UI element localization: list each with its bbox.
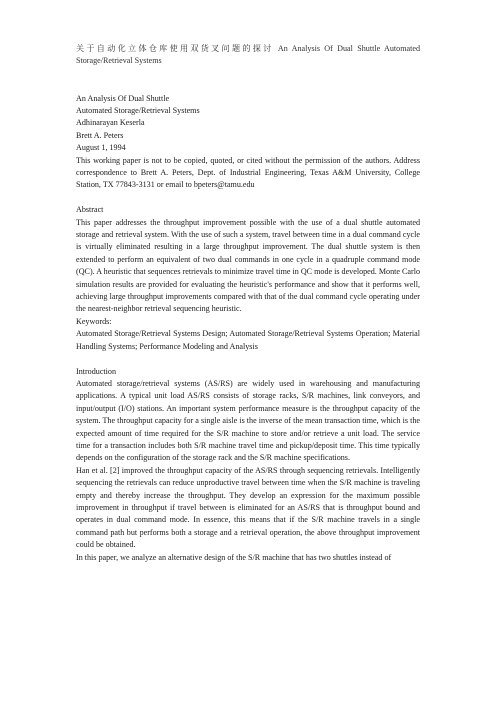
keywords-heading: Keywords: [76, 316, 112, 326]
document-page [76, 43, 420, 564]
paper-title-line-1: An Analysis Of Dual Shuttle [76, 93, 170, 103]
document-title: 关于自动化立体仓库使用双货叉问题的探讨 An Analysis Of Dual Shuttle Automated Storage/Retrieval Systems [76, 44, 420, 66]
abstract-heading: Abstract [76, 205, 104, 215]
introduction-paragraph-3: In this paper, we analyze an alternative design of the S/R machine that has two shuttles instead of [76, 552, 392, 562]
author-1: Adhinarayan Keserla [76, 118, 145, 128]
permission-notice: This working paper is not to be copied, quoted, or cited without the permission of the authors. Address correspondence to Brett A. Peters, Dept. of Industrial Engineering, Texas A&M University, College Station, TX 77843-3131 or email to bpeters@tamu.edu [76, 155, 420, 190]
abstract-text: This paper addresses the throughput improvement possible with the use of a dual shuttle automated storage and retrieval system. With the use of such a system, travel between time in a dual command cycle is virtually eliminated resulting in a large throughput improvement. The dual shuttle system is then extended to perform an equivalent of two dual commands in one cycle in a quadruple command mode (QC). A heuristic that sequences retrievals to minimize travel time in QC mode is developed. Monte Carlo simulation results are provided for evaluating the heuristic's performance and show that it performs well, achieving large throughput improvements compared with that of the dual command cycle operating under the nearest-neighbor retrieval sequencing heuristic. [76, 217, 420, 314]
author-2: Brett A. Peters [76, 130, 124, 140]
introduction-paragraph-2: Han et al. [2] improved the throughput capacity of the AS/RS through sequencing retrievals. Intelligently sequencing the retrievals can reduce unproductive travel between time when the S/R machine is traveling empty and thereby increase the throughput. They develop an expression for the maximum possible improvement in throughput if travel between is eliminated for an AS/RS that is throughput bound and operates in dual command mode. In essence, this means that if the S/R machine travels in a single command path but performs both a storage and a retrieval operation, the above throughput improvement could be obtained. [76, 465, 420, 550]
introduction-heading: Introduction [76, 366, 117, 376]
introduction-paragraph-1: Automated storage/retrieval systems (AS/RS) are widely used in warehousing and manufacturing applications. A typical unit load AS/RS consists of storage racks, S/R machines, link conveyors, and input/output (I/O) stations. An important system performance measure is the throughput capacity of the system. The throughput capacity for a single aisle is the inverse of the mean transaction time, which is the expected amount of time required for the S/R machine to store and/or retrieve a unit load. The service time for a transaction includes both S/R machine travel time and pickup/deposit time. This time typically depends on the configuration of the storage rack and the S/R machine specifications. [76, 378, 420, 463]
date: August 1, 1994 [76, 143, 126, 153]
keywords-text: Automated Storage/Retrieval Systems Design; Automated Storage/Retrieval Systems Operation; Material Handling Systems; Performance Modeling and Analysis [76, 329, 420, 351]
paper-title-line-2: Automated Storage/Retrieval Systems [76, 106, 200, 115]
